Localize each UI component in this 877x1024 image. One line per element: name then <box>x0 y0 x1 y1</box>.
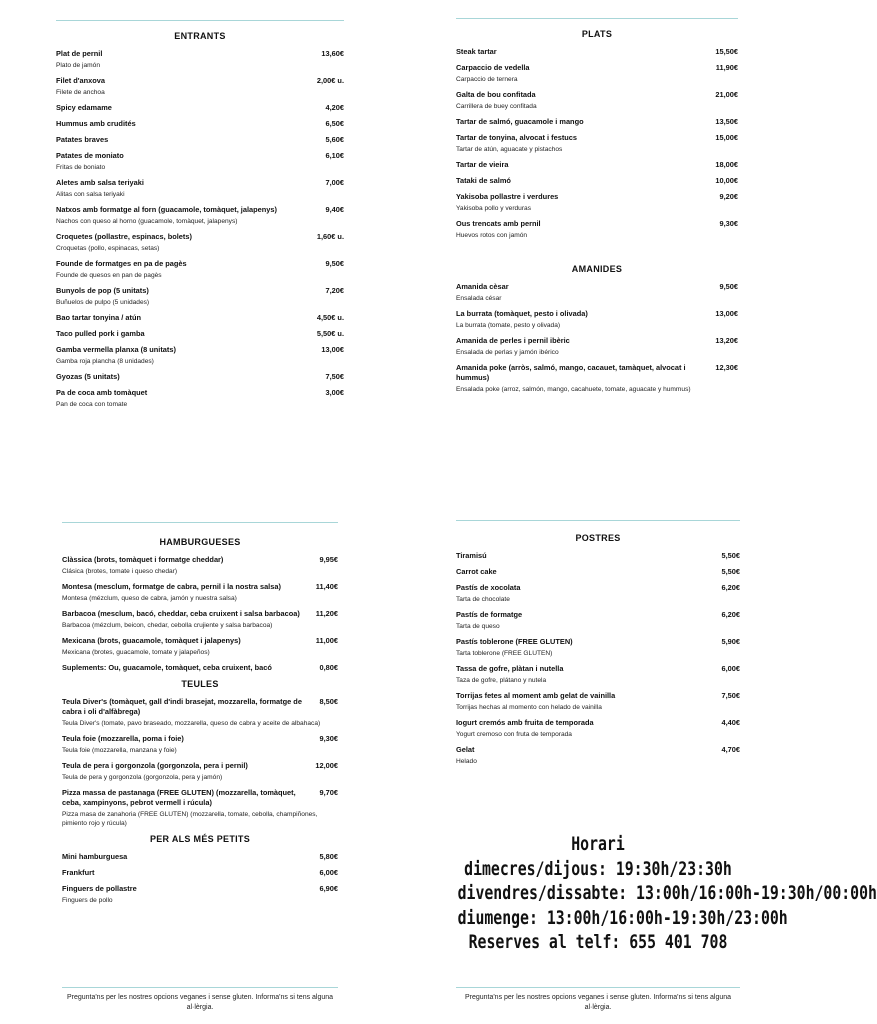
menu-item-row <box>456 282 738 292</box>
menu-item <box>62 697 338 728</box>
dish-price: 6,50€ <box>325 119 344 128</box>
dish-price: 8,50€ <box>319 697 338 706</box>
dish-name: Amanida cèsar <box>456 282 509 291</box>
menu-item-row <box>62 609 338 619</box>
menu-item <box>56 388 344 409</box>
menu-item-row <box>456 90 738 100</box>
menu-item-row <box>456 718 740 728</box>
dish-description: Mexicana (brotes, guacamole, tomate y jalapeños) <box>62 649 210 656</box>
menu-list <box>456 551 740 766</box>
menu-item <box>456 336 738 357</box>
dish-name: Pastís de formatge <box>456 610 523 619</box>
dish-name: Ous trencats amb pernil <box>456 219 541 228</box>
dish-price: 4,70€ <box>721 745 740 754</box>
dish-name: Hummus amb crudités <box>56 119 136 128</box>
dish-description: Tarta toblerone (FREE GLUTEN) <box>456 650 553 657</box>
opening-hours <box>457 832 877 955</box>
menu-item-row <box>456 176 738 186</box>
dish-price: 7,50€ <box>721 691 740 700</box>
dish-name: Tataki de salmó <box>456 176 511 185</box>
menu-item-row <box>456 567 740 577</box>
dish-name: Teula de pera i gorgonzola (gorgonzola, pera i pernil) <box>62 761 248 770</box>
menu-item-row <box>56 151 344 161</box>
menu-item <box>56 345 344 366</box>
dish-price: 11,00€ <box>315 636 338 645</box>
dish-price: 9,50€ <box>325 259 344 268</box>
hours-sunday: diumenge: 13:00h/16:00h-19:30h/23:00h <box>457 906 788 929</box>
menu-item <box>456 718 740 739</box>
section-title: ENTRANTS <box>174 31 226 41</box>
menu-item <box>56 313 344 323</box>
dish-price: 9,40€ <box>325 205 344 214</box>
dish-description: Croquetas (pollo, espinacas, setas) <box>56 245 160 252</box>
dish-description: Alitas con salsa teriyaki <box>56 191 125 198</box>
dish-description: Ensalada poke (arroz, salmón, mango, cacahuete, tomate, aguacate y hummus) <box>456 386 691 393</box>
menu-item <box>456 160 738 170</box>
menu-item-row <box>456 745 740 755</box>
dish-name: Pastís toblerone (FREE GLUTEN) <box>456 637 573 646</box>
menu-item-row <box>56 372 344 382</box>
menu-item <box>62 761 338 782</box>
menu-item-row <box>456 63 738 73</box>
menu-item <box>56 135 344 145</box>
dish-name: Torrijas fetes al moment amb gelat de vainilla <box>456 691 616 700</box>
menu-item <box>62 609 338 630</box>
dish-name: Frankfurt <box>62 868 95 877</box>
dish-price: 7,00€ <box>325 178 344 187</box>
section-title: POSTRES <box>575 533 621 543</box>
menu-item-row <box>62 663 338 673</box>
dish-name: Plat de pernil <box>56 49 103 58</box>
plats-section <box>456 18 738 400</box>
menu-list <box>456 282 738 394</box>
dish-price: 11,20€ <box>315 609 338 618</box>
dish-price: 9,20€ <box>719 192 738 201</box>
menu-item <box>62 884 338 905</box>
dish-description: Teula de pera y gorgonzola (gorgonzola, pera y jamón) <box>62 774 223 781</box>
dish-name: Finguers de pollastre <box>62 884 137 893</box>
reservation-phone: Reserves al telf: 655 401 708 <box>468 931 728 953</box>
menu-item-row <box>56 49 344 59</box>
dish-description: Nachos con queso al horno (guacamole, tomàquet, jalapenys) <box>56 218 238 225</box>
menu-item-row <box>456 117 738 127</box>
dish-description: Founde de quesos en pan de pagès <box>56 272 162 279</box>
dish-price: 15,00€ <box>715 133 738 142</box>
section-title: PLATS <box>581 29 613 39</box>
dish-price: 6,20€ <box>721 583 740 592</box>
menu-list <box>62 852 338 905</box>
menu-item <box>56 232 344 253</box>
dish-name: Pa de coca amb tomàquet <box>56 388 148 397</box>
dish-price: 6,90€ <box>319 884 338 893</box>
dish-name: Amanida poke (arròs, salmó, mango, cacauet, tamàquet, alvocat i hummus) <box>456 363 686 382</box>
dish-description: Huevos rotos con jamón <box>456 232 528 239</box>
menu-item <box>456 192 738 213</box>
menu-item-row <box>56 135 344 145</box>
dish-name: La burrata (tomàquet, pesto i olivada) <box>456 309 588 318</box>
menu-item-row <box>56 205 344 215</box>
menu-item-row <box>56 388 344 398</box>
menu-item-row <box>456 133 738 143</box>
dish-description: Carpaccio de ternera <box>456 76 518 83</box>
dish-price: 7,20€ <box>325 286 344 295</box>
dish-price: 11,40€ <box>315 582 338 591</box>
dish-price: 9,95€ <box>319 555 338 564</box>
menu-item-row <box>62 734 338 744</box>
dish-price: 9,30€ <box>719 219 738 228</box>
menu-item <box>456 691 740 712</box>
section-title: HAMBURGUESES <box>159 537 241 547</box>
dish-name: Spicy edamame <box>56 103 112 112</box>
section-title: TEULES <box>181 679 219 689</box>
menu-item <box>62 852 338 862</box>
dish-description: Finguers de pollo <box>62 897 113 904</box>
menu-item-row <box>62 884 338 894</box>
menu-item <box>456 309 738 330</box>
dish-name: Galta de bou confitada <box>456 90 536 99</box>
postres-section <box>456 520 740 772</box>
dish-price: 5,80€ <box>319 852 338 861</box>
menu-item <box>456 90 738 111</box>
menu-item <box>456 551 740 561</box>
menu-item <box>456 47 738 57</box>
dish-description: Ensalada de perlas y jamón ibérico <box>456 349 559 356</box>
dish-description: Yakisoba pollo y verduras <box>456 205 532 212</box>
divider <box>62 987 338 988</box>
menu-item <box>56 329 344 339</box>
divider <box>456 18 738 19</box>
dish-name: Gelat <box>456 745 475 754</box>
dish-description: Tartar de atún, aguacate y pistachos <box>456 146 563 153</box>
dish-name: Yakisoba pollastre i verdures <box>456 192 559 201</box>
dish-name: Tartar de tonyina, alvocat i festucs <box>456 133 578 142</box>
menu-item-row <box>56 329 344 339</box>
dish-name: Carrot cake <box>456 567 497 576</box>
dish-description: La burrata (tomate, pesto y olivada) <box>456 322 561 329</box>
dish-price: 13,00€ <box>715 309 738 318</box>
dish-description: Pizza masa de zanahoria (FREE GLUTEN) (mozzarella, tomate, cebolla, champiñones, pimiento rojo y rúcula) <box>62 811 318 827</box>
section-title: AMANIDES <box>571 264 623 274</box>
dish-name: Patates braves <box>56 135 109 144</box>
menu-item-row <box>56 286 344 296</box>
menu-item <box>56 76 344 97</box>
dish-description: Taza de gofre, plátano y nutela <box>456 677 547 684</box>
dish-name: Tiramisú <box>456 551 487 560</box>
menu-item <box>56 286 344 307</box>
menu-item-row <box>56 313 344 323</box>
divider <box>456 520 740 521</box>
entrants-section <box>56 20 344 415</box>
menu-item-row <box>456 160 738 170</box>
menu-item-row <box>62 636 338 646</box>
dish-description: Buñuelos de pulpo (5 unidades) <box>56 299 150 306</box>
dish-description: Montesa (mézclum, queso de cabra, jamón y nuestra salsa) <box>62 595 237 602</box>
dish-price: 4,50€ u. <box>316 313 344 322</box>
menu-list <box>62 697 338 828</box>
menu-item-row <box>56 259 344 269</box>
menu-list <box>62 555 338 673</box>
dish-description: Tarta de queso <box>456 623 500 630</box>
dish-name: Croquetes (pollastre, espinacs, bolets) <box>56 232 192 241</box>
dish-price: 6,20€ <box>721 610 740 619</box>
menu-item-row <box>456 336 738 346</box>
menu-item <box>56 119 344 129</box>
menu-item <box>62 734 338 755</box>
menu-item-row <box>62 868 338 878</box>
section-title: PER ALS MÉS PETITS <box>149 834 251 844</box>
dish-price: 9,30€ <box>319 734 338 743</box>
menu-item <box>456 610 740 631</box>
divider <box>456 987 740 988</box>
dish-price: 15,50€ <box>715 47 738 56</box>
menu-item <box>456 363 738 394</box>
dish-price: 2,00€ u. <box>316 76 344 85</box>
dish-price: 1,60€ u. <box>316 232 344 241</box>
dish-name: Founde de formatges en pa de pagès <box>56 259 187 268</box>
menu-item <box>62 788 338 828</box>
dish-name: Aletes amb salsa teriyaki <box>56 178 144 187</box>
menu-item <box>62 555 338 576</box>
menu-item <box>456 567 740 577</box>
menu-list <box>56 49 344 409</box>
dish-name: Filet d'anxova <box>56 76 105 85</box>
allergy-footer: Pregunta'ns per les nostres opcions veganes i sense gluten. Informa'ns si tens alguna al·lèrgia. <box>464 994 732 1011</box>
menu-item-row <box>62 761 338 771</box>
dish-price: 4,20€ <box>325 103 344 112</box>
dish-description: Barbacoa (mézclum, beicon, chedar, cebolla crujiente y salsa barbacoa) <box>62 622 273 629</box>
dish-name: Bunyols de pop (5 unitats) <box>56 286 149 295</box>
dish-price: 7,50€ <box>325 372 344 381</box>
dish-price: 0,80€ <box>319 663 338 672</box>
dish-price: 21,00€ <box>715 90 738 99</box>
dish-price: 18,00€ <box>715 160 738 169</box>
dish-description: Filete de anchoa <box>56 89 105 96</box>
allergy-footer: Pregunta'ns per les nostres opcions veganes i sense gluten. Informa'ns si tens alguna al·lèrgia. <box>66 994 334 1011</box>
dish-name: Carpaccio de vedella <box>456 63 530 72</box>
dish-price: 9,50€ <box>719 282 738 291</box>
menu-item <box>456 133 738 154</box>
dish-description: Yogurt cremoso con fruta de temporada <box>456 731 572 738</box>
dish-name: Tartar de vieira <box>456 160 509 169</box>
dish-name: Patates de moniato <box>56 151 124 160</box>
dish-price: 5,60€ <box>325 135 344 144</box>
dish-description: Helado <box>456 758 477 765</box>
dish-description: Fritas de boniato <box>56 164 106 171</box>
menu-item <box>62 636 338 657</box>
dish-name: Pastís de xocolata <box>456 583 521 592</box>
menu-item <box>56 151 344 172</box>
dish-name: Taco pulled pork i gamba <box>56 329 145 338</box>
menu-item-row <box>456 664 740 674</box>
dish-name: Suplements: Ou, guacamole, tomàquet, ceba cruixent, bacó <box>62 663 272 672</box>
dish-name: Pizza massa de pastanaga (FREE GLUTEN) (mozzarella, tomàquet, ceba, xampinyons, pebrot vermell i rúcula) <box>62 788 296 807</box>
divider <box>56 20 344 21</box>
menu-item-row <box>456 551 740 561</box>
dish-price: 9,70€ <box>319 788 338 797</box>
menu-item-row <box>62 852 338 862</box>
menu-item-row <box>62 788 338 808</box>
dish-description: Ensalada césar <box>456 295 502 302</box>
dish-name: Tassa de gofre, plàtan i nutella <box>456 664 564 673</box>
dish-description: Teula Diver's (tomate, pavo braseado, mozzarella, queso de cabra y aceite de albahaca) <box>62 720 321 727</box>
dish-price: 13,60€ <box>321 49 344 58</box>
dish-price: 5,90€ <box>721 637 740 646</box>
dish-name: Tartar de salmó, guacamole i mango <box>456 117 584 126</box>
dish-price: 10,00€ <box>715 176 738 185</box>
divider <box>62 522 338 523</box>
menu-item <box>62 582 338 603</box>
menu-item-row <box>56 232 344 242</box>
dish-price: 5,50€ <box>721 567 740 576</box>
dish-price: 13,50€ <box>715 117 738 126</box>
dish-price: 5,50€ u. <box>316 329 344 338</box>
menu-item-row <box>62 697 338 717</box>
menu-item-row <box>456 47 738 57</box>
dish-price: 6,00€ <box>721 664 740 673</box>
menu-item-row <box>456 691 740 701</box>
menu-item-row <box>456 309 738 319</box>
dish-price: 4,40€ <box>721 718 740 727</box>
dish-description: Pan de coca con tomate <box>56 401 128 408</box>
dish-name: Teula foie (mozzarella, poma i foie) <box>62 734 184 743</box>
dish-name: Mini hamburguesa <box>62 852 128 861</box>
menu-item <box>456 583 740 604</box>
hours-weekend: divendres/dissabte: 13:00h/16:00h-19:30h/00:00h <box>457 882 877 904</box>
dish-name: Teula Diver's (tomàquet, gall d'indi brasejat, mozzarella, formatge de cabra i oli d'alfàbrega) <box>62 697 302 716</box>
menu-item-row <box>456 192 738 202</box>
menu-item <box>56 49 344 70</box>
menu-item-row <box>62 555 338 565</box>
menu-item-row <box>56 119 344 129</box>
menu-item-row <box>56 103 344 113</box>
dish-name: Clàssica (brots, tomàquet i formatge cheddar) <box>62 555 224 564</box>
menu-item-row <box>456 610 740 620</box>
dish-name: Barbacoa (mesclum, bacó, cheddar, ceba cruixent i salsa barbacoa) <box>62 609 300 618</box>
dish-price: 6,00€ <box>319 868 338 877</box>
menu-item-row <box>456 637 740 647</box>
menu-item <box>456 176 738 186</box>
menu-item <box>456 219 738 240</box>
menu-item-row <box>456 583 740 593</box>
menu-item-row <box>456 219 738 229</box>
hamburgueses-section <box>62 522 338 911</box>
dish-description: Gamba roja plancha (8 unidades) <box>56 358 154 365</box>
dish-name: Mexicana (brots, guacamole, tomàquet i jalapenys) <box>62 636 241 645</box>
dish-name: Amanida de perles i pernil ibèric <box>456 336 570 345</box>
dish-description: Clásica (brotes, tomate i queso chedar) <box>62 568 178 575</box>
dish-price: 3,00€ <box>325 388 344 397</box>
menu-item <box>62 868 338 878</box>
menu-item <box>456 282 738 303</box>
hours-title: Horari <box>571 833 625 855</box>
dish-name: Iogurt cremós amb fruita de temporada <box>456 718 594 727</box>
dish-price: 12,00€ <box>315 761 338 770</box>
dish-name: Bao tartar tonyina / atún <box>56 313 142 322</box>
dish-description: Carrillera de buey confitada <box>456 103 537 110</box>
menu-item <box>56 372 344 382</box>
menu-item <box>62 663 338 673</box>
dish-description: Tarta de chocolate <box>456 596 510 603</box>
menu-item-row <box>56 178 344 188</box>
menu-item <box>456 117 738 127</box>
dish-price: 11,90€ <box>715 63 738 72</box>
dish-name: Steak tartar <box>456 47 497 56</box>
menu-item <box>456 745 740 766</box>
dish-name: Natxos amb formatge al forn (guacamole, tomàquet, jalapenys) <box>56 205 277 214</box>
menu-list <box>456 47 738 240</box>
dish-description: Teula foie (mozzarella, manzana y foie) <box>62 747 177 754</box>
menu-item <box>56 205 344 226</box>
dish-name: Gamba vermella planxa (8 unitats) <box>56 345 176 354</box>
menu-item <box>56 259 344 280</box>
dish-price: 12,30€ <box>715 363 738 372</box>
dish-price: 13,00€ <box>321 345 344 354</box>
hours-weekday: dimecres/dijous: 19:30h/23:30h <box>464 857 732 880</box>
menu-item-row <box>56 345 344 355</box>
menu-item <box>56 178 344 199</box>
menu-item-row <box>56 76 344 86</box>
menu-item <box>456 637 740 658</box>
menu-item-row <box>456 363 738 383</box>
dish-description: Plato de jamón <box>56 62 100 69</box>
menu-item-row <box>62 582 338 592</box>
menu-item <box>56 103 344 113</box>
dish-price: 6,10€ <box>325 151 344 160</box>
dish-name: Montesa (mesclum, formatge de cabra, pernil i la nostra salsa) <box>62 582 281 591</box>
dish-description: Torrijas hechas al momento con helado de vainilla <box>456 704 602 711</box>
menu-item <box>456 664 740 685</box>
dish-price: 5,50€ <box>721 551 740 560</box>
menu-item <box>456 63 738 84</box>
dish-price: 13,20€ <box>715 336 738 345</box>
dish-name: Gyozas (5 unitats) <box>56 372 120 381</box>
